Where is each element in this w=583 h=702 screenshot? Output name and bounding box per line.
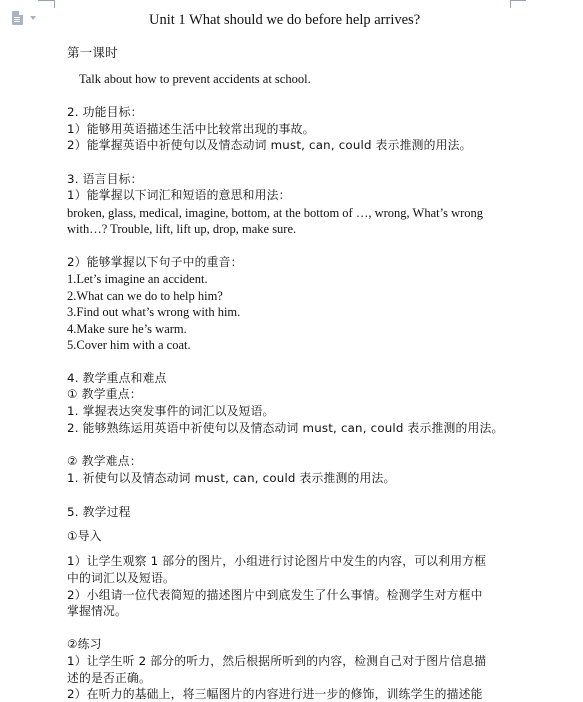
text-line: 2. 能够熟练运用英语中祈使句以及情态动词 must, can, could 表示推测的用法。 bbox=[67, 421, 504, 435]
sentence-line: 1.Let’s imagine an accident. bbox=[67, 272, 208, 286]
page-corner-mark-right bbox=[510, 0, 526, 1]
subsection-heading: ①导入 bbox=[67, 529, 102, 543]
text-line: 1. 祈使句以及情态动词 must, can, could 表示推测的用法。 bbox=[67, 471, 396, 485]
text-line: 中的词汇以及短语。 bbox=[67, 571, 175, 585]
sentence-line: 2.What can we do to help him? bbox=[67, 289, 223, 303]
document-icon[interactable] bbox=[12, 11, 23, 25]
text-line: 1. 掌握表达突发事件的词汇以及短语。 bbox=[67, 404, 275, 418]
text-line: 1）能够用英语描述生活中比较常出现的事故。 bbox=[67, 122, 315, 136]
text-line: 2）能够掌握以下句子中的重音： bbox=[67, 255, 243, 269]
sentence-line: 5.Cover him with a coat. bbox=[67, 338, 191, 352]
text-line: 2）小组请一位代表简短的描述图片中到底发生了什么事情。检测学生对方框中 bbox=[67, 588, 483, 602]
text-line: 1）能掌握以下词汇和短语的意思和用法： bbox=[67, 188, 291, 202]
section-heading: 4. 教学重点和难点 bbox=[67, 371, 167, 385]
text-line: 1）让学生听 2 部分的听力，然后根据所听到的内容，检测自己对于图片信息描 bbox=[67, 654, 487, 668]
text-line: 掌握情况。 bbox=[67, 604, 127, 618]
sentence-line: 4.Make sure he’s warm. bbox=[67, 322, 187, 336]
section-heading: 2. 功能目标： bbox=[67, 105, 143, 119]
vocabulary-line: broken, glass, medical, imagine, bottom, at the bottom of …, wrong, What’s wrong bbox=[67, 206, 484, 220]
text-line: 1）让学生观察 1 部分的图片，小组进行讨论图片中发生的内容，可以利用方框 bbox=[67, 554, 487, 568]
text-line: 2）在听力的基础上，将三幅图片的内容进行进一步的修饰，训练学生的描述能 bbox=[67, 687, 483, 701]
vocabulary-line: with…? Trouble, lift, lift up, drop, make sure. bbox=[67, 222, 297, 236]
page-corner-mark-left bbox=[38, 0, 54, 1]
subsection-heading: ① 教学重点： bbox=[67, 387, 142, 401]
page-corner-mark-left-vertical bbox=[54, 0, 55, 8]
subsection-heading: ② 教学难点： bbox=[67, 454, 142, 468]
subsection-heading: ②练习 bbox=[67, 637, 102, 651]
lesson-heading: 第一课时 bbox=[67, 45, 118, 60]
lesson-topic: Talk about how to prevent accidents at school. bbox=[79, 72, 311, 86]
document-title: Unit 1 What should we do before help arrives? bbox=[149, 12, 421, 28]
text-line: 2）能掌握英语中祈使句以及情态动词 must, can, could 表示推测的用法。 bbox=[67, 138, 472, 152]
chevron-down-icon[interactable] bbox=[30, 16, 36, 20]
section-heading: 5. 教学过程 bbox=[67, 505, 131, 519]
section-heading: 3. 语言目标： bbox=[67, 172, 143, 186]
text-line: 述的是否正确。 bbox=[67, 671, 151, 685]
page-corner-mark-right-vertical bbox=[510, 0, 511, 8]
sentence-line: 3.Find out what’s wrong with him. bbox=[67, 305, 241, 319]
